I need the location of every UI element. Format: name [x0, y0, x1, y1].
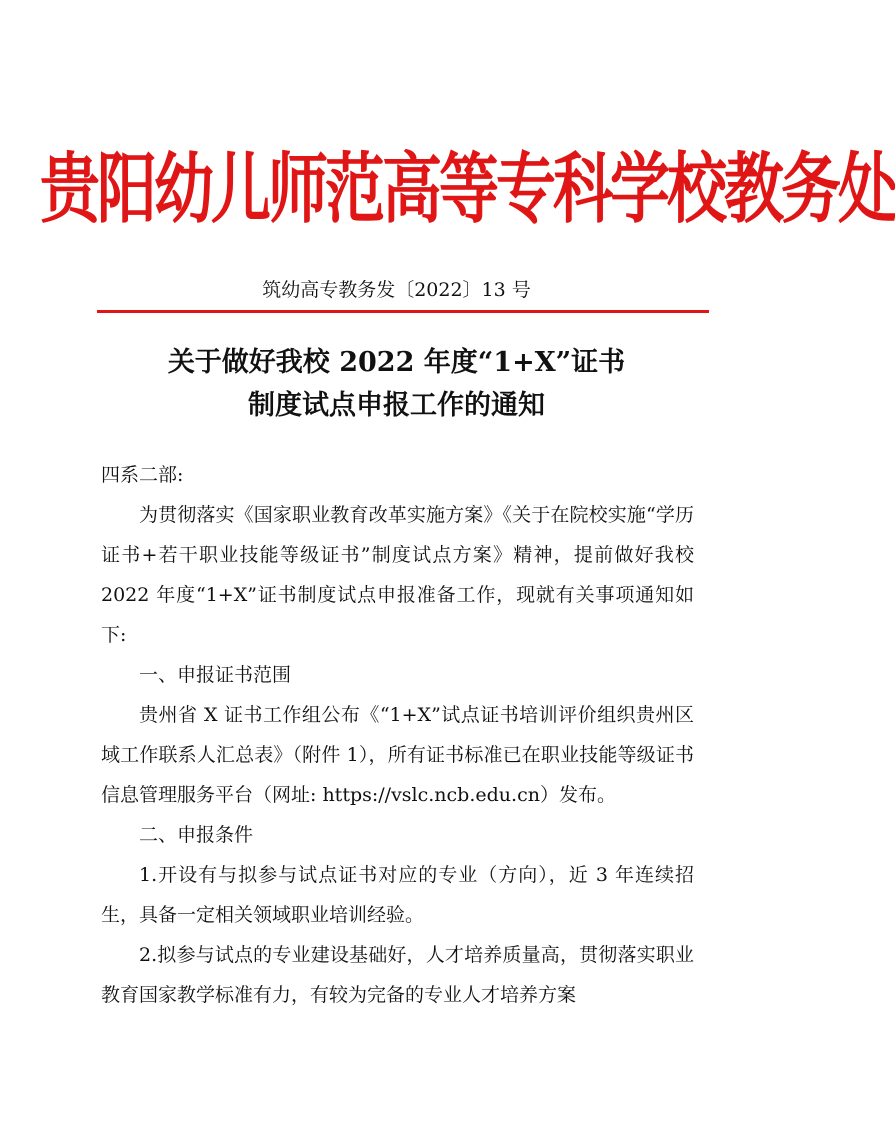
condition-item-2: 2.拟参与试点的专业建设基础好，人才培养质量高，贯彻落实职业教育国家教学标准有力，有较为完备的专业人才培养方案 [101, 944, 694, 1006]
section-heading-scope: 一、申报证书范围 [139, 664, 292, 686]
scope-paragraph: 贵州省 X 证书工作组公布《“1+X”试点证书培训评价组织贵州区域工作联系人汇总表》（附件 1），所有证书标准已在职业技能等级证书信息管理服务平台（网址: https://vslc.ncb.edu.cn）发布。 [101, 704, 694, 806]
section-heading-conditions: 二、申报条件 [139, 824, 254, 846]
notice-body [101, 455, 694, 1015]
condition-item-1: 1.开设有与拟参与试点证书对应的专业（方向），近 3 年连续招生，具备一定相关领域职业培训经验。 [101, 864, 694, 926]
salutation: 四系二部: [101, 464, 184, 486]
issuer-masthead: 贵阳幼儿师范高等专科学校教务处 [40, 145, 895, 235]
notice-title-line-1: 关于做好我校 2022 年度“1+X”证书 [167, 347, 626, 378]
notice-title-line-2: 制度试点申报工作的通知 [248, 390, 545, 421]
document-number: 筑幼高专教务发〔2022〕13 号 [262, 279, 531, 301]
red-divider-line [97, 310, 709, 313]
intro-paragraph: 为贯彻落实《国家职业教育改革实施方案》《关于在院校实施“学历证书+若干职业技能等级证书”制度试点方案》精神，提前做好我校 2022 年度“1+X”证书制度试点申报准备工作，现就有关事项通知如下: [101, 504, 694, 646]
